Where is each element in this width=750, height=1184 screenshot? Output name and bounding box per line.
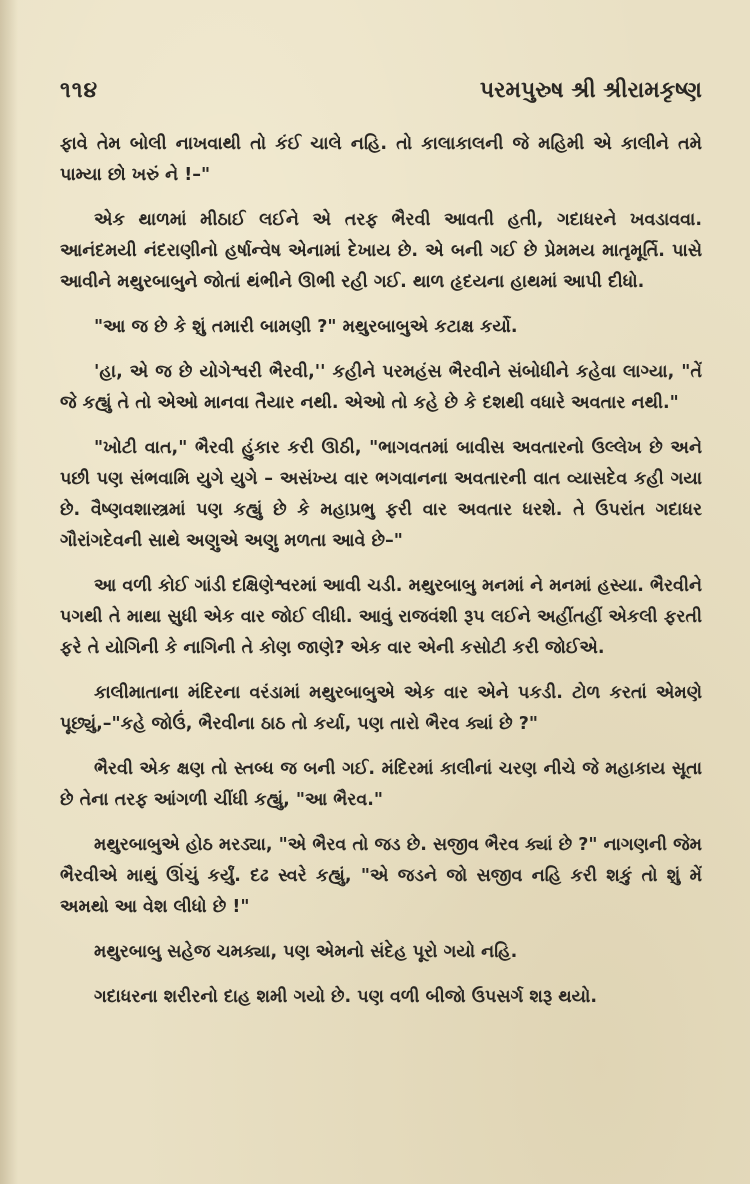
paragraph: ગદાધરના શરીરનો દાહ શમી ગયો છે. પણ વળી બીજો ઉપસર્ગ શરૂ થયો. [94,987,598,1007]
paragraph: 'હા, એ જ છે યોગેશ્વરી ભૈરવી,'' કહીને પરમહંસ ભૈરવીને સંબોધીને કહેવા લાગ્યા, "તેં જે કહ્યું તે તો એઓ માનવા તૈયાર નથી. એઓ તો કહે છે કે દશથી વધારે અવતાર નથી." [60,362,702,413]
paragraph: "આ જ છે કે શું તમારી બામણી ?" મથુરબાબુએ કટાક્ષ કર્યો. [94,317,518,337]
running-title: પરમપુરુષ શ્રી શ્રીરામકૃષ્ણ [479,78,702,103]
page-header [60,78,702,103]
paragraph: આ વળી કોઈ ગાંડી દક્ષિણેશ્વરમાં આવી ચડી. મથુરબાબુ મનમાં ને મનમાં હસ્યા. ભૈરવીને પગથી તે માથા સુધી એક વાર જોઈ લીધી. આવું રાજવંશી રૂપ લઈને અહીંતહીં એકલી ફરતી ફરે તે યોગિની કે નાગિની તે કોણ જાણે? એક વાર એની કસોટી કરી જોઈએ. [60,576,702,658]
paragraph: એક થાળમાં મીઠાઈ લઈને એ તરફ ભૈરવી આવતી હતી, ગદાધરને ખવડાવવા. આનંદમયી નંદરાણીનો હર્ષાન્વેષ એનામાં દેખાય છે. એ બની ગઈ છે પ્રેમમય માતૃમૂર્તિ. પાસે આવીને મથુરબાબુને જોતાં થંભીને ઊભી રહી ગઈ. થાળ હૃદયના હાથમાં આપી દીધો. [60,210,702,292]
paragraph: મથુરબાબુ સહેજ ચમક્યા, પણ એમનો સંદેહ પૂરો ગયો નહિ. [94,942,518,962]
paragraph: "ખોટી વાત," ભૈરવી હુંકાર કરી ઊઠી, "ભાગવતમાં બાવીસ અવતારનો ઉલ્લેખ છે અને પછી પણ સંભવામિ યુગે યુગે – અસંખ્ય વાર ભગવાનના અવતારની વાત વ્યાસદેવ કહી ગયા છે. વૈષ્ણવશાસ્ત્રમાં પણ કહ્યું છે કે મહાપ્રભુ ફરી વાર અવતાર ધરશે. તે ઉપરાંત ગદાધર ગૌરાંગદેવની સાથે અણુએ અણુ મળતા આવે છે–" [60,438,702,551]
spine-shadow [0,0,18,1184]
paragraph: મથુરબાબુએ હોઠ મરડ્યા, "એ ભૈરવ તો જડ છે. સજીવ ભૈરવ ક્યાં છે ?" નાગણની જેમ ભૈરવીએ માથું ઊંચું કર્યું. દઢ સ્વરે કહ્યું, "એ જડને જો સજીવ નહિ કરી શકું તો શું મેં અમથો આ વેશ લીધો છે !" [60,835,702,917]
body-text [60,129,702,1013]
page-number: ૧૧૪ [60,78,99,103]
paragraph: ફાવે તેમ બોલી નાખવાથી તો કંઈ ચાલે નહિ. તો કાલાકાલની જે મહિમી એ કાલીને તમે પામ્યા છો ખરું ને !–" [60,134,702,185]
paragraph: કાલીમાતાના મંદિરના વરંડામાં મથુરબાબુએ એક વાર એને પકડી. ટોળ કરતાં એમણે પૂછ્યું,–"કહે જોઉં, ભૈરવીના ઠાઠ તો કર્યા, પણ તારો ભૈરવ ક્યાં છે ?" [60,683,702,734]
paragraph: ભૈરવી એક ક્ષણ તો સ્તબ્ધ જ બની ગઈ. મંદિરમાં કાલીનાં ચરણ નીચે જે મહાકાય સૂતા છે તેના તરફ આંગળી ચીંધી કહ્યું, "આ ભૈરવ." [60,759,702,810]
